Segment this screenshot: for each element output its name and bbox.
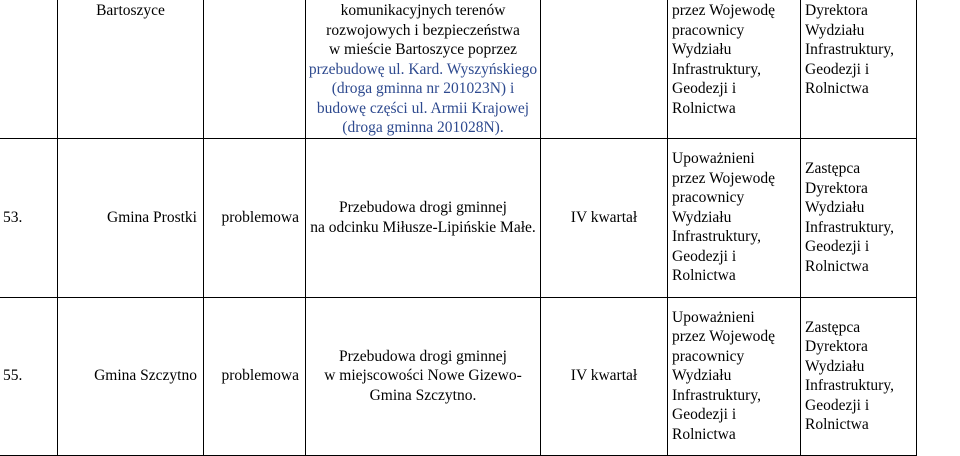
gmina-cell: Gmina Szczytno (58, 297, 204, 455)
deadline-cell: IV kwartał (541, 138, 668, 297)
responsible-line: przez Wojewodę (672, 2, 776, 19)
responsible-line: Rolnictwa (672, 99, 736, 117)
supervisor-line: Dyrektora (805, 179, 868, 197)
responsible-line: przez Wojewodę (672, 328, 776, 346)
responsible-cell (668, 0, 801, 138)
task-line: (droga gminna 201028N). (342, 119, 504, 136)
responsible-line: Upoważnieni (672, 150, 755, 168)
responsible-cell (668, 297, 801, 455)
gmina-cell: Gmina Prostki (58, 138, 204, 297)
supervisor-line: Geodezji i (805, 238, 870, 255)
supervisor-line: Rolnictwa (805, 416, 869, 433)
table-row (0, 138, 917, 297)
supervisor-cell (801, 138, 917, 297)
responsible-line: pracownicy (672, 21, 745, 39)
row-number: 55. (0, 297, 58, 455)
responsible-line: Wydziału (672, 208, 732, 226)
task-line: (droga gminna nr 201023N) i (331, 80, 515, 97)
responsible-line: Infrastruktury, (672, 228, 761, 246)
task-line: rozwojowych i bezpieczeństwa (326, 21, 520, 39)
table-row (0, 0, 917, 138)
responsible-line: pracownicy (672, 189, 745, 207)
supervisor-line: Rolnictwa (805, 80, 869, 97)
supervisor-line: Infrastruktury, (805, 377, 894, 394)
supervisor-line: Zastępca (805, 318, 861, 336)
task-line: w miejscowości Nowe Gizewo- (324, 367, 522, 385)
supervisor-line: Infrastruktury, (805, 41, 894, 58)
task-line: przebudowę ul. Kard. Wyszyńskiego (308, 60, 538, 78)
task-line: komunikacyjnych terenów (340, 2, 506, 19)
supervisor-line: Wydziału (805, 199, 865, 216)
responsible-line: Geodezji i (672, 247, 737, 265)
supervisor-line: Rolnictwa (805, 257, 869, 275)
task-line: budowę części ul. Armii Krajowej (316, 99, 530, 117)
responsible-cell (668, 138, 801, 297)
responsible-line: Infrastruktury, (672, 386, 761, 404)
supervisor-line: Geodezji i (805, 60, 870, 78)
supervisor-line: Infrastruktury, (805, 218, 894, 236)
row-number (0, 0, 58, 138)
responsible-line: przez Wojewodę (672, 169, 776, 187)
task-line: Przebudowa drogi gminnej (339, 199, 507, 216)
task-line: na odcinku Miłusze-Lipińskie Małe. (310, 218, 536, 236)
supervisor-line: Wydziału (805, 21, 865, 39)
responsible-line: Geodezji i (672, 406, 737, 424)
supervisor-line: Zastępca (805, 160, 861, 177)
category-cell (204, 0, 306, 138)
responsible-line: pracownicy (672, 347, 745, 365)
row-number: 53. (0, 138, 58, 297)
supervisor-line: Dyrektora (805, 2, 868, 19)
category-cell: problemowa (204, 138, 306, 297)
supervisor-cell (801, 0, 917, 138)
task-line: w mieście Bartoszyce poprzez (328, 41, 518, 58)
task-cell (306, 0, 541, 138)
supervisor-line: Geodezji i (805, 396, 870, 414)
responsible-line: Infrastruktury, (672, 60, 761, 78)
gmina-cell: Bartoszyce (58, 0, 204, 138)
responsible-line: Wydziału (672, 367, 732, 385)
responsible-line: Rolnictwa (672, 267, 736, 285)
responsible-line: Rolnictwa (672, 425, 736, 443)
task-line: Gmina Szczytno. (369, 386, 477, 404)
supervisor-line: Wydziału (805, 357, 865, 375)
responsible-line: Upoważnieni (672, 308, 755, 326)
category-cell: problemowa (204, 297, 306, 455)
task-cell (306, 138, 541, 297)
task-cell (306, 297, 541, 455)
task-line: Przebudowa drogi gminnej (339, 347, 507, 365)
responsible-line: Wydziału (672, 41, 732, 58)
supervisor-line: Dyrektora (805, 338, 868, 355)
responsible-line: Geodezji i (672, 80, 737, 97)
supervisor-cell (801, 297, 917, 455)
deadline-cell: IV kwartał (541, 297, 668, 455)
deadline-cell (541, 0, 668, 138)
table-row (0, 297, 917, 455)
